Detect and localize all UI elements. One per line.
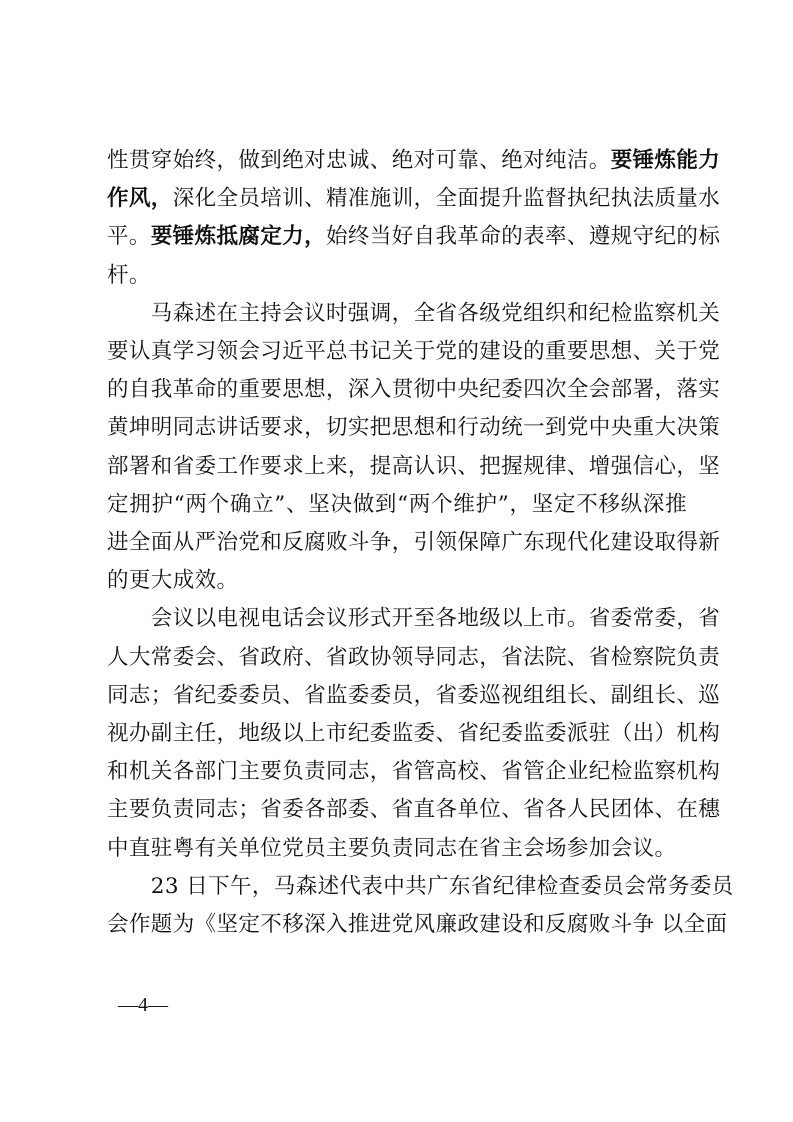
text-line bbox=[107, 299, 721, 329]
text-line bbox=[107, 375, 721, 405]
text-segment: 视办副主任，地级以上市纪委监委、省纪委监委派驻（出）机构 bbox=[107, 721, 721, 746]
text-segment: 定拥护“两个确立”、坚决做到“两个维护”，坚定不移纵深推 bbox=[107, 492, 687, 517]
text-line bbox=[107, 604, 721, 634]
text-line bbox=[107, 261, 687, 291]
bold-text-segment: 作风， bbox=[107, 186, 173, 211]
text-segment: 中直驻粤有关单位党员主要负责同志在省主会场参加会议。 bbox=[107, 836, 677, 861]
text-segment: 平。 bbox=[107, 224, 151, 249]
text-segment: 23 日下午，马森述代表中共广东省纪律检查委员会常务委员 bbox=[107, 874, 734, 899]
text-line bbox=[107, 795, 721, 825]
text-line bbox=[107, 222, 721, 252]
text-line bbox=[107, 757, 721, 787]
text-line bbox=[107, 528, 721, 558]
text-segment: 会作题为《坚定不移深入推进党风廉政建设和反腐败斗争 以全面 bbox=[107, 912, 728, 937]
text-line bbox=[107, 490, 687, 520]
text-segment: 人大常委会、省政府、省政协领导同志，省法院、省检察院负责 bbox=[107, 645, 721, 670]
text-segment: 和机关各部门主要负责同志，省管高校、省管企业纪检监察机构 bbox=[107, 759, 721, 784]
text-line bbox=[107, 834, 687, 864]
text-segment: 深化全员培训、精准施训，全面提升监督执纪执法质量水 bbox=[172, 186, 721, 211]
text-line bbox=[107, 146, 721, 176]
text-segment: 部署和省委工作要求上来，提高认识、把握规律、增强信心，坚 bbox=[107, 454, 721, 479]
text-segment: 要认真学习领会习近平总书记关于党的建设的重要思想、关于党 bbox=[107, 339, 721, 364]
text-line bbox=[107, 681, 721, 711]
bold-text-segment: 要锤炼抵腐定力， bbox=[150, 224, 327, 249]
text-line bbox=[107, 643, 721, 673]
text-line bbox=[107, 872, 734, 902]
text-segment: 杆。 bbox=[107, 263, 151, 288]
text-line bbox=[107, 719, 721, 749]
text-line bbox=[107, 910, 728, 940]
text-line bbox=[107, 337, 721, 367]
text-segment: 马森述在主持会议时强调，全省各级党组织和纪检监察机关 bbox=[107, 301, 721, 326]
text-segment: 会议以电视电话会议形式开至各地级以上市。省委常委，省 bbox=[107, 606, 721, 631]
text-segment: 主要负责同志；省委各部委、省直各单位、省各人民团体、在穗 bbox=[107, 797, 721, 822]
page-number: —4— bbox=[118, 994, 168, 1016]
text-segment: 黄坤明同志讲话要求，切实把思想和行动统一到党中央重大决策 bbox=[107, 415, 721, 440]
bold-text-segment: 要锤炼能力 bbox=[610, 148, 721, 173]
text-line bbox=[107, 413, 721, 443]
text-segment: 的自我革命的重要思想，深入贯彻中央纪委四次全会部署，落实 bbox=[107, 377, 721, 402]
text-segment: 性贯穿始终，做到绝对忠诚、绝对可靠、绝对纯洁。 bbox=[107, 148, 611, 173]
text-segment: 同志；省纪委委员、省监委委员，省委巡视组组长、副组长、巡 bbox=[107, 683, 721, 708]
text-segment: 进全面从严治党和反腐败斗争，引领保障广东现代化建设取得新 bbox=[107, 530, 721, 555]
text-line bbox=[107, 452, 721, 482]
text-segment: 的更大成效。 bbox=[107, 568, 239, 593]
text-line bbox=[107, 566, 687, 596]
text-segment: 始终当好自我革命的表率、遵规守纪的标 bbox=[326, 224, 721, 249]
text-line bbox=[107, 184, 721, 214]
